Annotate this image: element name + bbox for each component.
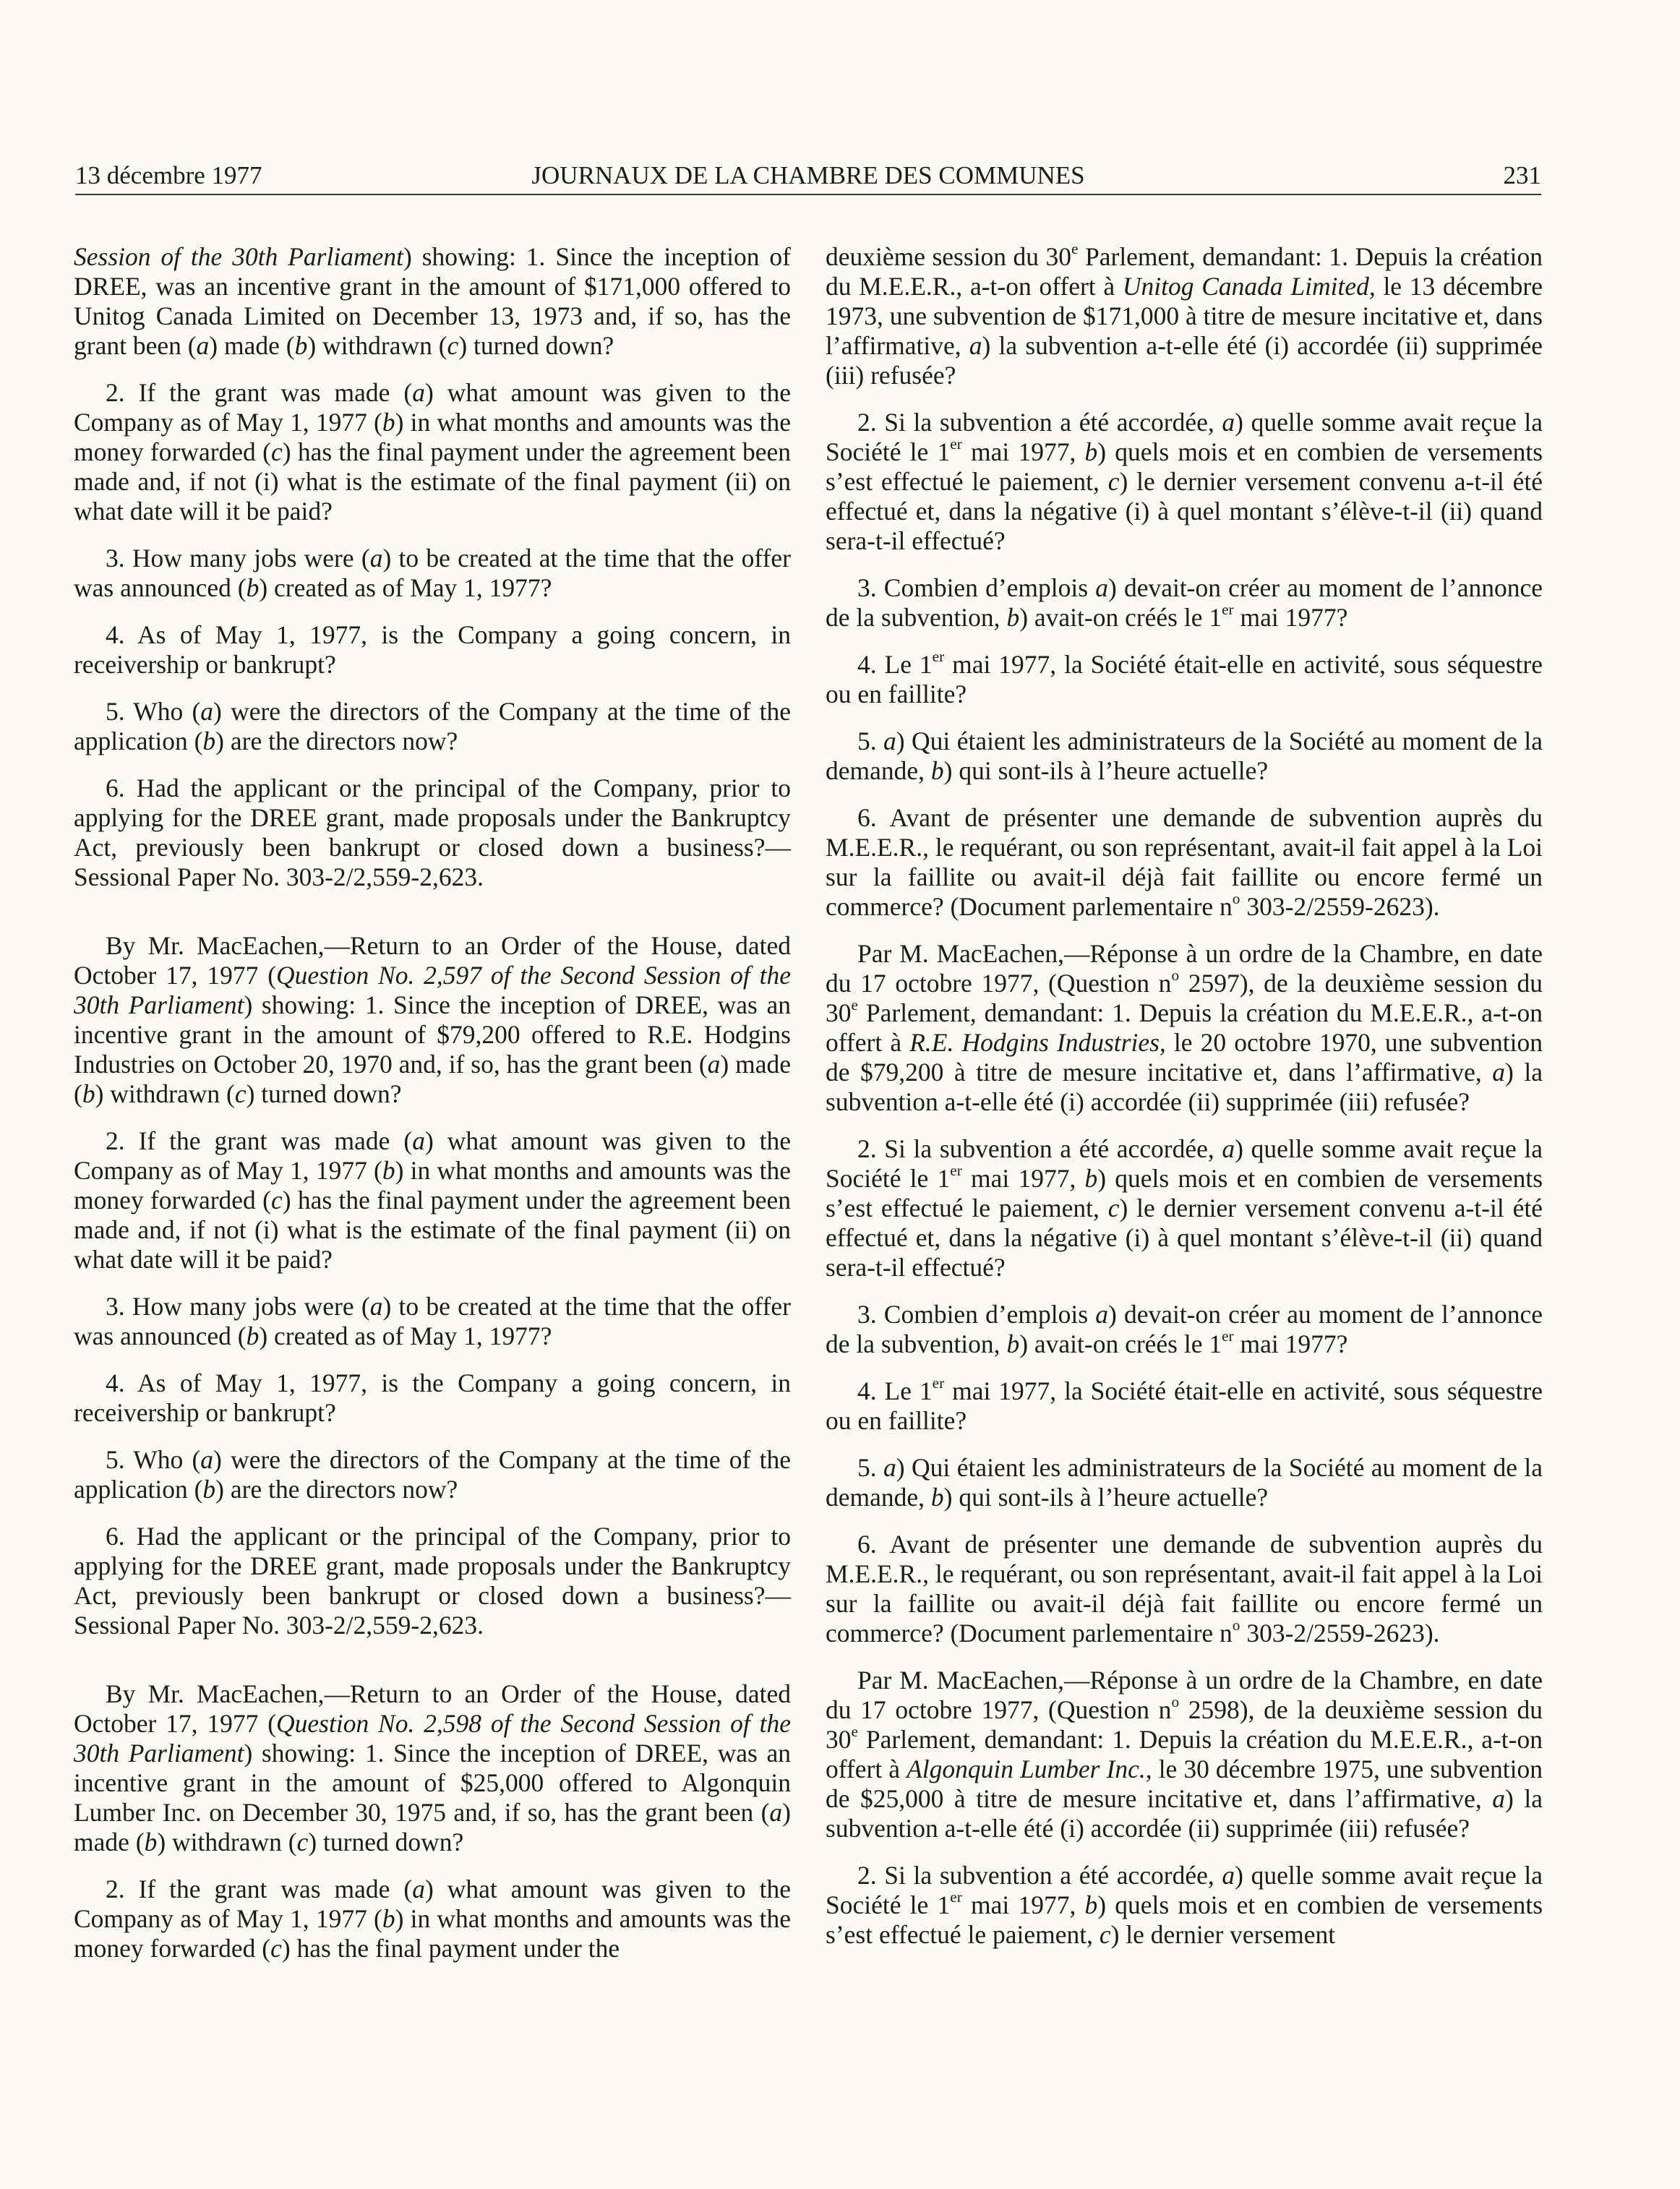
return-1-intro: Session of the 30th Parliament) showing: 1. Since the inception of DREE, was an incentive grant in the amount of $171,000 offered to Unitog Canada Limited on December 13, 1973 and, if so, has the grant been (a) made (b) withdrawn (c) turned down? (74, 242, 791, 360)
reponse-1-intro: deuxième session du 30e Parlement, demandant: 1. Depuis la création du M.E.E.R., a-t-on offert à Unitog Canada Limited, le 13 décembre 1973, une subvention de $171,000 à titre de mesure incitative et, dans l’affirmative, a) la subvention a-t-elle été (i) accordée (ii) supprimée (iii) refusée? (826, 240, 1543, 390)
return-3-intro: By Mr. MacEachen,—Return to an Order of the House, dated October 17, 1977 (Question No. 2,598 of the Second Session of the 30th Parliament) showing: 1. Since the inception of DREE, was an incentive grant in the amount of $25,000 offered to Algonquin Lumber Inc. on December 30, 1975 and, if so, has the grant been (a) made (b) withdrawn (c) turned down? (74, 1679, 791, 1856)
return-2-intro: By Mr. MacEachen,—Return to an Order of the House, dated October 17, 1977 (Question No. 2,597 of the Second Session of the 30th Parliament) showing: 1. Since the inception of DREE, was an incentive grant in the amount of $79,200 offered to R.E. Hodgins Industries on October 20, 1970 and, if so, has the grant been (a) made (b) withdrawn (c) turned down? (74, 931, 791, 1108)
return-1-question-6: 6. Had the applicant or the principal of the Company, prior to applying for the DREE grant, made proposals under the Bankruptcy Act, previously been bankrupt or closed down a business?—Sessional Paper No. 303-2/2,559-2,623. (74, 774, 791, 891)
header-page-number: 231 (1503, 161, 1541, 189)
return-2-question-3: 3. How many jobs were (a) to be created at the time that the offer was announced (b) created as of May 1, 1977? (74, 1292, 791, 1350)
return-1-question-2: 2. If the grant was made (a) what amount was given to the Company as of May 1, 1977 (b) in what months and amounts was the money forwarded (c) has the final payment under the agreement been made and, if not (i) what is the estimate of the final payment (ii) on what date will it be paid? (74, 378, 792, 526)
return-2-question-4: 4. As of May 1, 1977, is the Company a going concern, in receivership or bankrupt? (74, 1368, 791, 1427)
header-journal-title: JOURNAUX DE LA CHAMBRE DES COMMUNES (531, 161, 1085, 189)
return-1-question-3: 3. How many jobs were (a) to be created at the time that the offer was announced (b) created as of May 1, 1977? (74, 544, 791, 602)
return-1-question-5: 5. Who (a) were the directors of the Company at the time of the application (b) are the directors now? (74, 697, 791, 755)
return-2-question-6: 6. Had the applicant or the principal of the Company, prior to applying for the DREE grant, made proposals under the Bankruptcy Act, previously been bankrupt or closed down a business?—Sessional Paper No. 303-2/2,559-2,623. (74, 1522, 791, 1640)
reponse-1-question-2: 2. Si la subvention a été accordée, a) quelle somme avait reçue la Société le 1er mai 1977, b) quels mois et en combien de versements s’est effectué le paiement, c) le dernier versement convenu a-t-il été effectué et, dans la négative (i) à quel montant s’élève-t-il (ii) quand sera-t-il effectué? (826, 408, 1543, 555)
header-date: 13 décembre 1977 (75, 161, 262, 189)
running-header (75, 158, 1541, 194)
return-2-question-2: 2. If the grant was made (a) what amount was given to the Company as of May 1, 1977 (b) in what months and amounts was the money forwarded (c) has the final payment under the agreement been made and, if not (i) what is the estimate of the final payment (ii) on what date will it be paid? (74, 1126, 792, 1274)
reponse-1-question-4: 4. Le 1er mai 1977, la Société était-elle en activité, sous séquestre ou en faillite? (826, 648, 1543, 708)
header-rule (75, 194, 1541, 195)
return-3-question-2-partial: 2. If the grant was made (a) what amount was given to the Company as of May 1, 1977 (b) in what months and amounts was the money forwarded (c) has the final payment under the (74, 1875, 791, 1963)
reponse-3-question-2-partial: 2. Si la subvention a été accordée, a) quelle somme avait reçue la Société le 1er mai 1977, b) quels mois et en combien de versements s’est effectué le paiement, c) le dernier versement (826, 1861, 1543, 1949)
reponse-2-question-2: 2. Si la subvention a été accordée, a) quelle somme avait reçue la Société le 1er mai 1977, b) quels mois et en combien de versements s’est effectué le paiement, c) le dernier versement convenu a-t-il été effectué et, dans la négative (i) à quel montant s’élève-t-il (ii) quand sera-t-il effectué? (826, 1134, 1543, 1282)
reponse-2-question-4: 4. Le 1er mai 1977, la Société était-elle en activité, sous séquestre ou en faillite? (826, 1374, 1543, 1435)
reponse-1-question-3: 3. Combien d’emplois a) devait-on créer au moment de l’annonce de la subvention, b) avait-on créés le 1er mai 1977? (826, 573, 1543, 632)
reponse-3-intro: Par M. MacEachen,—Réponse à un ordre de la Chambre, en date du 17 octobre 1977, (Question $n^o$ 2598), de la deuxième session du 30e Parlement, demandant: 1. Depuis la création du M.E.E.R., a-t-on offert à Algonquin Lumber Inc., le 30 décembre 1975, une subvention de $25,000 à titre de mesure incitative et, dans l’affirmative, a) la subvention a-t-elle été (i) accordée (ii) supprimée (iii) refusée? (826, 1666, 1543, 1843)
reponse-2-question-6: 6. Avant de présenter une demande de subvention auprès du M.E.E.R., le requérant, ou son représentant, avait-il fait appel à la Loi sur la faillite ou avait-il déjà fait faillite ou encore fermé un commerce? (Document parlementaire $n^o$ 303-2/2559-2623). (826, 1530, 1543, 1648)
return-2-question-5: 5. Who (a) were the directors of the Company at the time of the application (b) are the directors now? (74, 1445, 791, 1504)
reponse-2-intro: Par M. MacEachen,—Réponse à un ordre de la Chambre, en date du 17 octobre 1977, (Question $n^o$ 2597), de la deuxième session du 30e Parlement, demandant: 1. Depuis la création du M.E.E.R., a-t-on offert à R.E. Hodgins Industries, le 20 octobre 1970, une subvention de $79,200 à titre de mesure incitative et, dans l’affirmative, a) la subvention a-t-elle été (i) accordée (ii) supprimée (iii) refusée? (826, 939, 1543, 1116)
reponse-2-question-3: 3. Combien d’emplois a) devait-on créer au moment de l’annonce de la subvention, b) avait-on créés le 1er mai 1977? (826, 1300, 1543, 1358)
reponse-1-question-5: 5. a) Qui étaient les administrateurs de la Société au moment de la demande, b) qui sont-ils à l’heure actuelle? (826, 727, 1543, 785)
french-column (826, 242, 1543, 1967)
reponse-2-question-5: 5. a) Qui étaient les administrateurs de la Société au moment de la demande, b) qui sont-ils à l’heure actuelle? (826, 1453, 1543, 1512)
english-column (74, 242, 791, 1981)
reponse-1-question-6: 6. Avant de présenter une demande de subvention auprès du M.E.E.R., le requérant, ou son représentant, avait-il fait appel à la Loi sur la faillite ou avait-il déjà fait faillite ou encore fermé un commerce? (Document parlementaire $n^o$ 303-2/2559-2623). (826, 803, 1543, 921)
return-1-question-4: 4. As of May 1, 1977, is the Company a going concern, in receivership or bankrupt? (74, 620, 791, 679)
